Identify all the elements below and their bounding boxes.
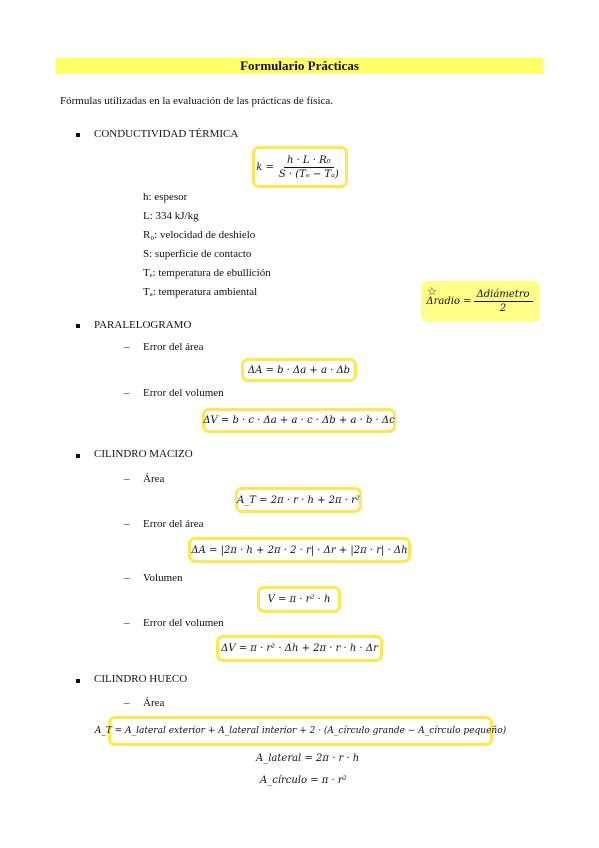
dash-marker: – (124, 617, 130, 629)
page-title: Formulario Prácticas (56, 58, 543, 74)
item-area: Área (143, 473, 165, 485)
formula-lateral: A_lateral = 2π · r · h (256, 753, 360, 764)
formula-numerator: Δdiámetro (474, 289, 533, 302)
formula-error-volumen: ΔV = b · c · Δa + a · c · Δb + a · b · Δc (202, 408, 396, 433)
bullet (76, 679, 80, 683)
section-heading-hueco: CILINDRO HUECO (94, 673, 188, 685)
intro-text: Fórmulas utilizadas en la evaluación de las prácticas de física. (60, 95, 334, 107)
var-item: Tₑ: temperatura de ebullición (143, 267, 271, 279)
item-error-area: Error del área (143, 518, 204, 530)
item-error-volumen: Error del volumen (143, 387, 224, 399)
dash-marker: – (124, 387, 130, 399)
bullet (76, 133, 80, 137)
item-area: Área (143, 697, 165, 709)
var-item: R₀: velocidad de deshielo (143, 229, 256, 241)
formula-volumen: V = π · r² · h (257, 586, 341, 613)
formula-numerator: h · L · R₀ (284, 155, 334, 168)
bullet (76, 324, 80, 328)
var-item: L: 334 kJ/kg (143, 210, 199, 222)
formula-error-area: ΔA = |2π · h + 2π · 2 · r| · Δr + |2π · r| · Δh (188, 537, 411, 563)
dash-marker: – (124, 518, 130, 530)
dash-marker: – (124, 473, 130, 485)
formula-conductividad (252, 146, 348, 188)
item-error-volumen: Error del volumen (143, 617, 224, 629)
dash-marker: – (124, 572, 130, 584)
formula-radio (421, 281, 540, 322)
dash-marker: – (124, 697, 130, 709)
formula-fraction (276, 155, 342, 180)
var-list (143, 191, 271, 305)
formula-error-area: ΔA = b · Δa + a · Δb (241, 358, 357, 382)
item-error-area: Error del área (143, 341, 204, 353)
formula-denominator: S · (Tₑ − Tₐ) (278, 168, 339, 180)
formula-circulo: A_círculo = π · r² (260, 775, 347, 786)
formula-fraction (474, 289, 533, 314)
bullet (76, 454, 80, 458)
star-icon: ☆ (427, 285, 437, 298)
var-item: h: espesor (143, 191, 188, 203)
var-item: Tₐ: temperatura ambiental (143, 286, 258, 298)
item-volumen: Volumen (143, 572, 183, 584)
var-item: S: superficie de contacto (143, 248, 252, 260)
dash-marker: – (124, 341, 130, 353)
formula-lhs: k = (256, 161, 274, 173)
formula-error-volumen: ΔV = π · r² · Δh + 2π · r · h · Δr (216, 635, 383, 662)
formula-area-total: A_T = A_lateral exterior + A_lateral interior + 2 · (A_círculo grande − A_círculo pequeño) (108, 716, 493, 746)
section-heading-paralelogramo: PARALELOGRAMO (94, 319, 192, 331)
section-heading-macizo: CILINDRO MACIZO (94, 448, 193, 460)
section-heading-conductividad: CONDUCTIVIDAD TÉRMICA (94, 128, 239, 140)
formula-lhs: Δradio = (426, 296, 472, 307)
formula-denominator: 2 (499, 303, 507, 314)
formula-area: A_T = 2π · r · h + 2π · r² (235, 487, 362, 513)
